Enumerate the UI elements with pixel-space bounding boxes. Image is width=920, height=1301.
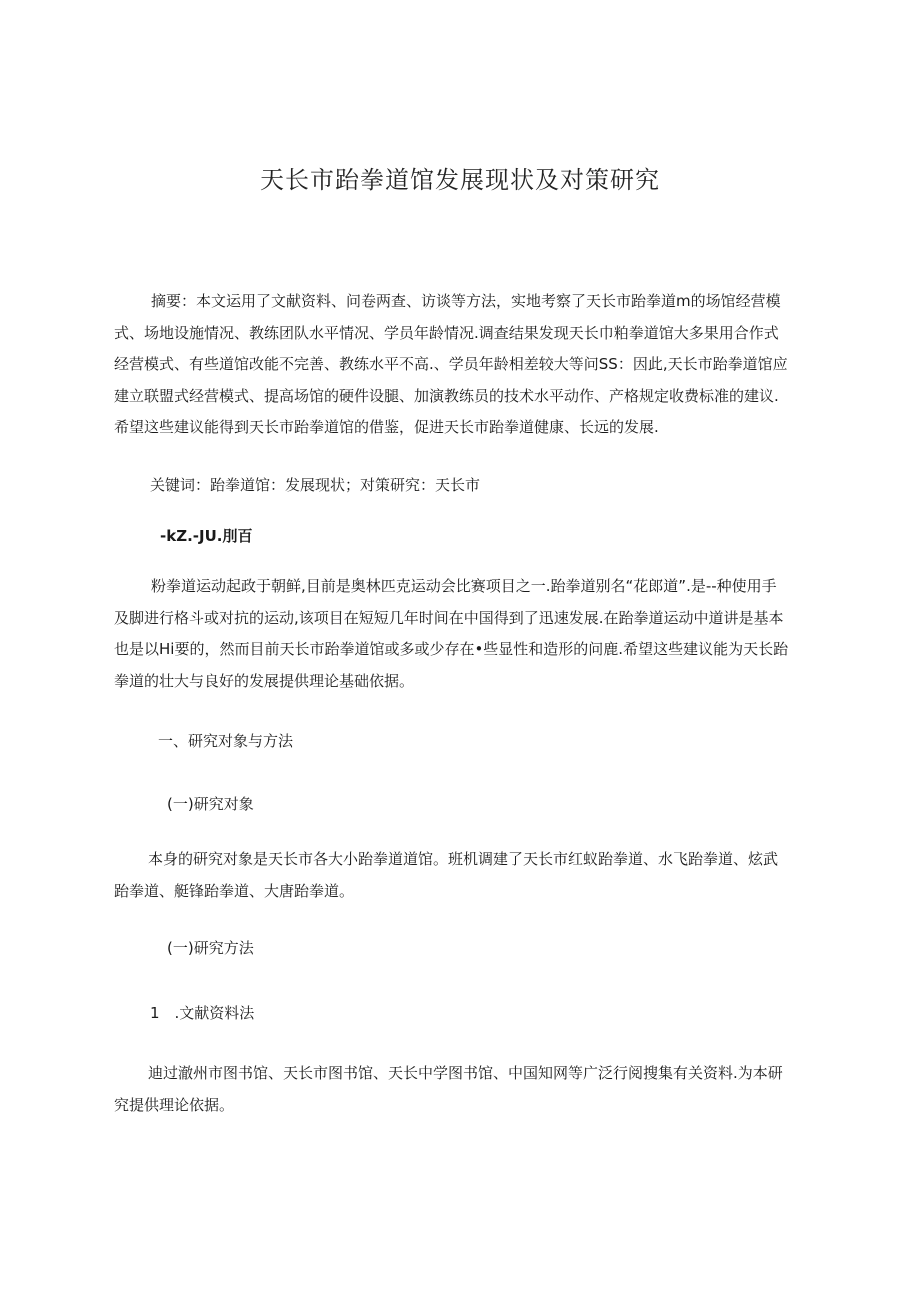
abstract-paragraph (114, 286, 814, 444)
preface-line: 也是以Hi要的，然而目前天长市跆拳道馆或多或少存在•些显性和造形的问鹿.希望这些建议能为天长跆 (114, 640, 789, 658)
subject-line: 本身的研究对象是天长市各大小跆拳道道馆。班机调建了天长市红蚁跆拳道、水飞跆拳道、炫武 (148, 850, 779, 868)
subsection-heading: (一)研究对象 (167, 795, 254, 813)
preface-line: 粉拳道运动起政于朝鲜,目前是奥林匹克运动会比赛项目之一.跆拳道别名“花郎道”.是--种使用手 (151, 577, 777, 595)
abstract-line: 经营模式、有些道馆改能不完善、教练水平不高.、学员年龄相差较大等问SS：因此,天长市跆拳道馆应 (114, 355, 788, 373)
section-heading: 一、研究对象与方法 (158, 732, 294, 750)
method-line: 究提供理论依据。 (114, 1095, 235, 1114)
keywords-line: 关键词：跆拳道馆：发展现状；对策研究：天长市 (150, 476, 481, 494)
preface-line: 及脚进行格斗或对抗的运动,该项目在短短几年时间在中国得到了迅速发展.在跆拳道运动中道讲是基本 (114, 608, 784, 627)
paper-title: 天长市跆拳道馆发展现状及对策研究 (260, 166, 660, 194)
method-paragraph (114, 1058, 814, 1121)
preface-heading: -kZ.-JU.刖百 (160, 527, 253, 545)
method-heading: 1 .文献资料法 (150, 1004, 255, 1022)
abstract-line: 希望这些建议能得到天长市跆拳道馆的借鉴，促进天长市跆拳道健康、长远的发展. (114, 418, 659, 436)
subject-line: 跆拳道、艇锋跆拳道、大唐跆拳道。 (114, 881, 355, 900)
abstract-line: 式、场地设施情况、教练团队水平情况、学员年龄情况.调查结果发现天长巾粕拳道馆大多果用合作式 (114, 323, 779, 342)
abstract-line: 建立联盟式经营模式、提高场馆的硬件设腿、加演教练员的技术水平动作、产格规定收费标准的建议. (114, 386, 779, 405)
abstract-line: 摘要：本文运用了文献资料、问卷两查、访谈等方法，实地考察了天长市跆拳道m的场馆经营模 (151, 292, 781, 310)
preface-paragraph (114, 571, 814, 697)
subsection-heading: (一)研究方法 (167, 939, 254, 957)
method-line: 迪过澈州市图书馆、天长市图书馆、天长中学图书馆、中国知网等广泛行阅搜集有关资料.为本研 (148, 1064, 783, 1082)
subject-paragraph (114, 844, 814, 907)
preface-line: 拳道的壮大与良好的发展提供理论基础依据。 (114, 671, 415, 690)
